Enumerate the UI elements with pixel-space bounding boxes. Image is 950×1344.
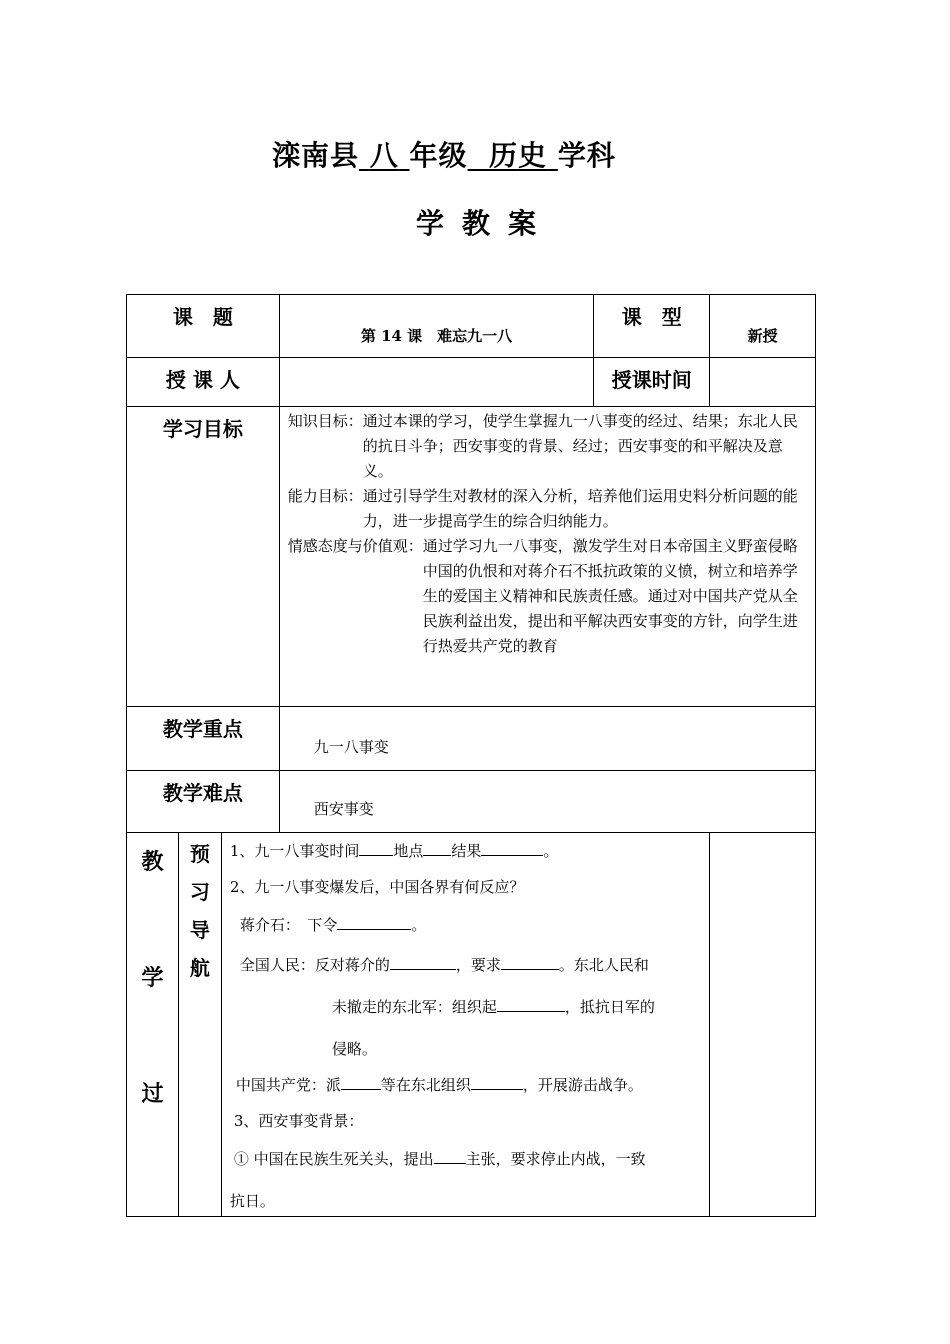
goal-knowledge: 知识目标： 通过本课的学习，使学生掌握九一八事变的经过、结果；东北人民的抗日斗争；西安事变的背景、经过；西安事变的和平解决及意义。 xyxy=(287,412,798,480)
goals-content xyxy=(279,407,815,707)
key-value: 九一八事变 xyxy=(279,707,815,771)
subject-field: 历史 xyxy=(489,139,548,172)
hard-label: 教学难点 xyxy=(127,771,280,833)
time-label: 授课时间 xyxy=(594,358,710,407)
hard-value: 西安事变 xyxy=(279,771,815,833)
key-label: 教学重点 xyxy=(127,707,280,771)
preview-label: 预 习 导 航 xyxy=(178,833,221,1217)
preview-notes-column xyxy=(710,833,816,1217)
process-label: 教 学 过 xyxy=(127,833,179,1217)
document-subtitle: 学教案 xyxy=(416,207,555,240)
document-title: 滦南县 八 年级 历史 学科 xyxy=(272,139,616,172)
grade-field: 八 xyxy=(369,139,399,172)
time-value xyxy=(710,358,816,407)
teacher-value xyxy=(279,358,594,407)
preview-content: 1、九一八事变时间 地点 结果 。 2、九一八事变爆发后，中国各界有何反应？ 蒋介石： 下令 。 全国人民：反对蒋介的 ，要求 。东北人民和 未撤走的东北军：组织起 ，抵抗日军的 侵略。 中国共产党：派 等在东北组织 ，开展游击战争。 3、西安事变背景： ① 中国在民族生死关头，提出 主张，要求停止内战，一致 抗日。 xyxy=(221,833,709,1217)
teacher-label: 授 课 人 xyxy=(127,358,280,407)
topic-value: 第 14 课 难忘九一八 xyxy=(279,295,594,358)
type-value: 新授 xyxy=(710,295,816,358)
lesson-plan-table xyxy=(126,294,816,1217)
goals-label: 学习目标 xyxy=(127,407,280,707)
goal-emotion: 情感态度与价值观： 通过学习九一八事变，激发学生对日本帝国主义野蛮侵略中国的仇恨和对蒋介石不抵抗政策的义愤，树立和培养学生的爱国主义精神和民族责任感。通过对中国共产党从全民族利益出发，提出和平解决西安事变的方针，向学生进行热爱共产党的教育 xyxy=(287,537,798,655)
type-label: 课 型 xyxy=(594,295,710,358)
topic-label: 课 题 xyxy=(127,295,280,358)
goal-ability: 能力目标： 通过引导学生对教材的深入分析，培养他们运用史料分析问题的能力，进一步提高学生的综合归纳能力。 xyxy=(287,487,798,530)
